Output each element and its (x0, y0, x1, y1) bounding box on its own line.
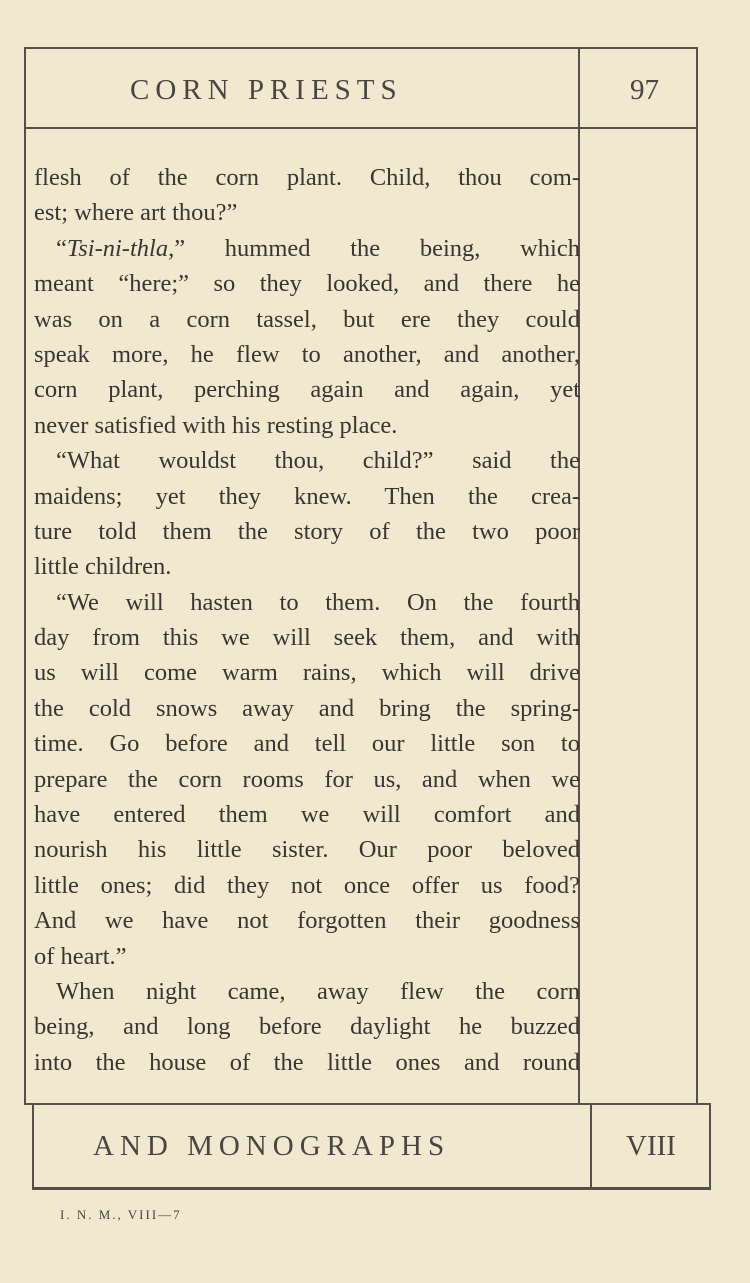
text-line: nourish his little sister. Our poor beloved (34, 836, 580, 864)
text-line: flesh of the corn plant. Child, thou com- (34, 164, 580, 191)
footer-top-rule (24, 1103, 710, 1105)
quote-mark: “ (56, 234, 67, 262)
line-text: ” hummed the being, which (174, 234, 580, 262)
page-number: 97 (630, 74, 659, 106)
text-line: ture told them the story of the two poor (34, 517, 580, 545)
text-line: “We will hasten to them. On the fourth (56, 588, 580, 616)
body-text (34, 160, 580, 1080)
italic-word: Tsi-ni-thla, (66, 234, 175, 262)
text-line: maidens; yet they knew. Then the crea- (34, 482, 580, 510)
text-line: the cold snows away and bring the spring- (34, 694, 580, 722)
text-line: little ones; did they not once offer us food? (34, 871, 580, 899)
text-line: corn plant, perching again and again, yet (34, 376, 580, 404)
text-line: meant “here;” so they looked, and there he (34, 270, 580, 298)
frame-top-rule (24, 47, 698, 49)
text-line: speak more, he flew to another, and another, (34, 340, 580, 368)
signature-mark: I. N. M., VIII—7 (60, 1207, 182, 1222)
text-line: little children. (34, 553, 172, 581)
text-line: of heart.” (34, 942, 127, 970)
text-line: us will come warm rains, which will drive (34, 659, 580, 687)
running-title: CORN PRIESTS (130, 74, 403, 106)
footer-left-rule (32, 1103, 34, 1189)
text-line: “What wouldst thou, child?” said the (56, 447, 580, 475)
footer-bottom-rule (32, 1187, 711, 1190)
text-line: was on a corn tassel, but ere they could (34, 305, 580, 333)
footer-divider (590, 1103, 592, 1189)
frame-right-rule (696, 47, 698, 1105)
text-line: prepare the corn rooms for us, and when we (34, 765, 580, 793)
frame-left-rule (24, 47, 26, 1105)
footer-volume: VIII (626, 1130, 676, 1162)
header-bottom-rule (24, 127, 698, 129)
footer-series-title: AND MONOGRAPHS (93, 1130, 451, 1162)
text-line: day from this we will seek them, and with (34, 624, 580, 652)
text-line: into the house of the little ones and round (34, 1048, 580, 1076)
text-line: never satisfied with his resting place. (34, 411, 398, 439)
text-line (34, 231, 580, 266)
footer-right-rule (709, 1103, 711, 1189)
text-line: being, and long before daylight he buzzed (34, 1013, 580, 1041)
text-line: est; where art thou?” (34, 199, 238, 227)
text-line: have entered them we will comfort and (34, 801, 580, 829)
text-line: When night came, away flew the corn (56, 977, 580, 1005)
text-line: time. Go before and tell our little son to (34, 730, 580, 758)
text-line: And we have not forgotten their goodness (34, 907, 580, 935)
